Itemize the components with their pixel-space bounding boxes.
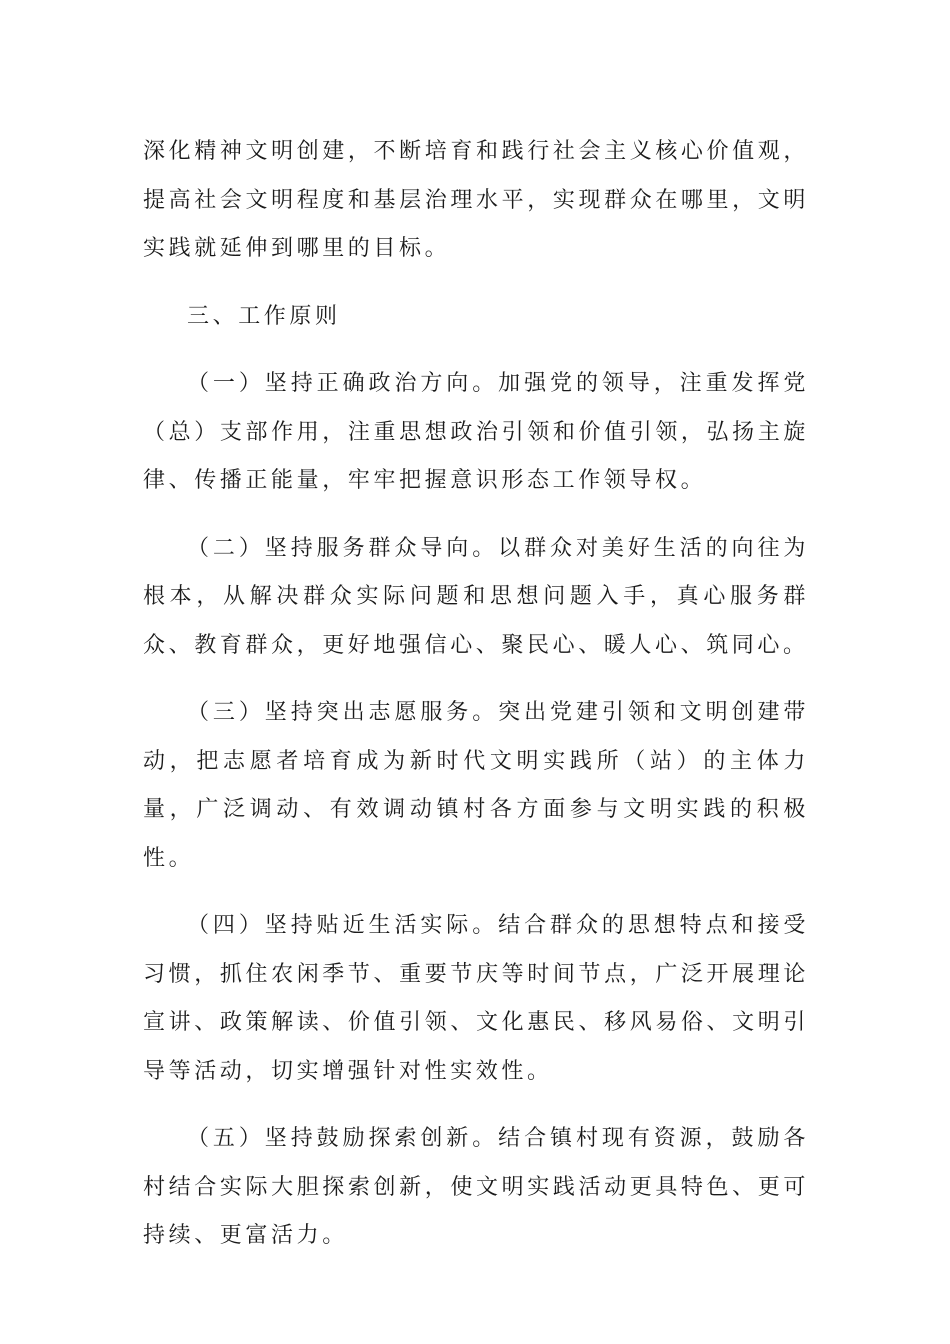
paragraph-gap bbox=[143, 670, 809, 689]
principle-paragraph-5: （五）坚持鼓励探索创新。结合镇村现有资源，鼓励各村结合实际大胆探索创新，使文明实践活动更具特色、更可持续、更富活力。 bbox=[143, 1126, 809, 1248]
paragraph-gap bbox=[143, 341, 809, 360]
principle-paragraph-1: （一）坚持正确政治方向。加强党的领导，注重发挥党（总）支部作用，注重思想政治引领和价值引领，弘扬主旋律、传播正能量，牢牢把握意识形态工作领导权。 bbox=[143, 371, 809, 493]
principle-paragraph-2: （二）坚持服务群众导向。以群众对美好生活的向往为根本，从解决群众实际问题和思想问题入手，真心服务群众、教育群众，更好地强信心、聚民心、暖人心、筑同心。 bbox=[143, 535, 809, 658]
principle-paragraph-3: （三）坚持突出志愿服务。突出党建引领和文明创建带动，把志愿者培育成为新时代文明实践所（站）的主体力量，广泛调动、有效调动镇村各方面参与文明实践的积极性。 bbox=[143, 700, 809, 871]
paragraph-gap bbox=[143, 274, 809, 293]
paragraph-gap bbox=[143, 506, 809, 525]
principle-paragraph-4: （四）坚持贴近生活实际。结合群众的思想特点和接受习惯，抓住农闲季节、重要节庆等时间节点，广泛开展理论宣讲、政策解读、价值引领、文化惠民、移风易俗、文明引导等活动，切实增强针对性实效性。 bbox=[143, 913, 809, 1084]
section-heading: 三、工作原则 bbox=[187, 303, 341, 329]
paragraph-gap bbox=[143, 883, 809, 902]
paragraph-gap bbox=[143, 1096, 809, 1115]
document-page bbox=[143, 128, 809, 1261]
paragraph-intro: 深化精神文明创建，不断培育和践行社会主义核心价值观，提高社会文明程度和基层治理水平，实现群众在哪里，文明实践就延伸到哪里的目标。 bbox=[143, 139, 809, 261]
